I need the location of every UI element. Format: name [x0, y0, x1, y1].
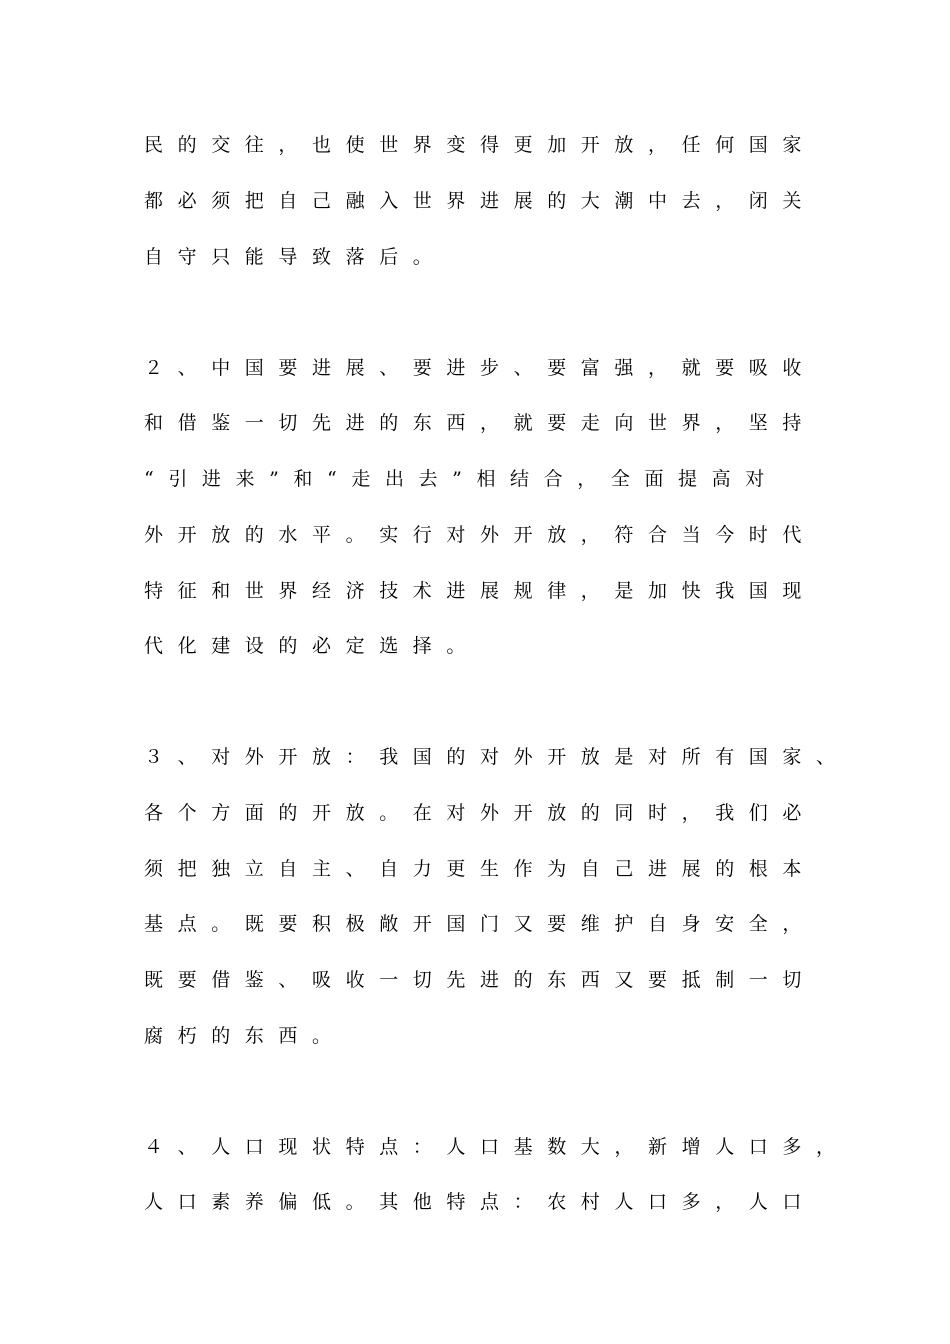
- text-line: 特征和世界经济技术进展规律，是加快我国现: [144, 580, 817, 602]
- text-line: ２、中国要进展、要进步、要富强，就要吸收: [144, 357, 817, 379]
- text-line: ３、对外开放：我国的对外开放是对所有国家、: [144, 746, 850, 768]
- text-line: 和借鉴一切先进的东西，就要走向世界，坚持: [144, 412, 817, 434]
- text-line: 都必须把自己融入世界进展的大潮中去，闭关: [144, 190, 817, 212]
- text-line: 外开放的水平。实行对外开放，符合当今时代: [144, 524, 817, 546]
- text-line: 人口素养偏低。其他特点：农村人口多，人口: [144, 1191, 817, 1213]
- text-line: 自守只能导致落后。: [144, 246, 447, 268]
- text-line: ４、人口现状特点：人口基数大，新增人口多，: [144, 1136, 850, 1158]
- text-line: 既要借鉴、吸收一切先进的东西又要抵制一切: [144, 969, 817, 991]
- text-line: 须把独立自主、自力更生作为自己进展的根本: [144, 858, 817, 880]
- text-line: “引进来”和“走出去”相结合，全面提高对: [144, 468, 779, 490]
- text-line: 基点。既要积极敞开国门又要维护自身安全，: [144, 913, 817, 935]
- text-line: 民的交往，也使世界变得更加开放，任何国家: [144, 134, 817, 156]
- text-line: 腐朽的东西。: [144, 1025, 346, 1047]
- text-line: 各个方面的开放。在对外开放的同时，我们必: [144, 802, 817, 824]
- text-line: 代化建设的必定选择。: [144, 635, 481, 657]
